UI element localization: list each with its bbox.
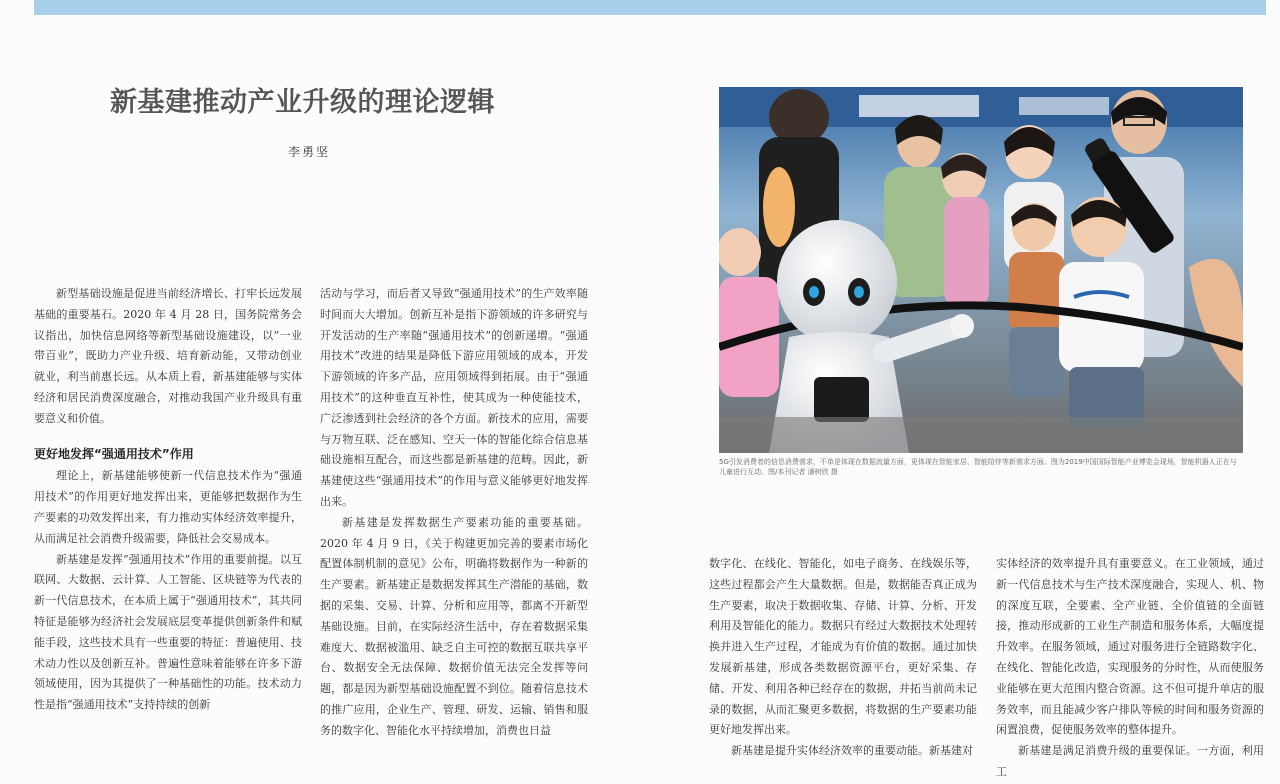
text-column-3 [709, 554, 977, 762]
intro-paragraph: 新型基础设施是促进当前经济增长、打牢长远发展基础的重要基石。2020 年 4 月 28 日，国务院常务会议指出，加快信息网络等新型基础设施建设，以“一业带百业”，既助力产业升级、培育新动能，又带动创业就业，利当前惠长远。从本质上看，新基建能够与实体经济和居民消费深度融合，对推动我国产业升级具有重要意义和价值。 [34, 287, 302, 425]
text-column-1 [34, 284, 302, 716]
body-paragraph: 新基建是发挥“强通用技术”作用的重要前提。以互联网、大数据、云计算、人工智能、区块链等为代表的新一代信息技术，在本质上属于“强通用技术”，其共同特征是能够为经济社会发展底层变革提供创新条件和赋能手段，这些技术具有一些重要的特征：普遍使用、技术动力性以及创新互补。普遍性意味着能够在许多下游领域使用，因为其提供了一种基础性的功能。技术动力性是指“强通用技术”支持持续的创新 [34, 552, 302, 712]
section-heading: 更好地发挥“强通用技术”作用 [34, 446, 194, 461]
robot-expo-photo [719, 87, 1243, 453]
body-paragraph: 理论上，新基建能够使新一代信息技术作为“强通用技术”的作用更好地发挥出来，更能够把数据作为生产要素的功效发挥出来，有力推动实体经济效率提升，从而满足社会消费升级需要，降低社会交易成本。 [34, 469, 302, 545]
body-paragraph: 实体经济的效率提升具有重要意义。在工业领域，通过新一代信息技术与生产技术深度融合，实现人、机、物的深度互联，全要素、全产业链、全价值链的全面链接，推动形成新的工业生产制造和服务体系，大幅度提升效率。在服务领域，通过对服务进行全链路数字化、在线化、智能化改造，实现服务的分时性，从而使服务业能够在更大范围内整合资源。这不但可提升单店的服务效率，而且能减少客户排队等候的时间和服务资源的闲置浪费，促使服务效率的整体提升。 [996, 557, 1264, 737]
text-column-2 [320, 284, 588, 742]
author-byline: 李勇坚 [288, 145, 331, 159]
body-paragraph: 数字化、在线化、智能化，如电子商务、在线娱乐等，这些过程都会产生大量数据。但是，数据能否真正成为生产要素，取决于数据收集、存储、计算、分析、开发利用及智能化的能力。数据只有经过大数据技术处理转换并进入生产过程，才能成为有价值的数据。通过加快发展新基建，形成各类数据资源平台，更好采集、存储、开发、利用各种已经存在的数据，并拓当前尚未记录的数据，从而汇聚更多数据，将数据的生产要素功能更好地发挥出来。 [709, 557, 977, 737]
photo-caption: 5G引发消费者的信息消费需求，不单是体现在数据流量方面，更体现在智能家居、智能陪伴等新需求方面。图为2019中国国际智能产业博览会现场，智能机器人正在与儿童进行互动。图/本刊记者 潘树欣 摄 [719, 458, 1237, 476]
article-title: 新基建推动产业升级的理论逻辑 [110, 87, 495, 118]
body-paragraph: 活动与学习，而后者又导致“强通用技术”的生产效率随时间而大大增加。创新互补是指下游领域的许多研究与开发活动的生产率随“强通用技术”的创新递增。“强通用技术”改进的结果是降低下游应用领域的成本，开发下游领域的许多产品，应用领域得到拓展。由于“强通用技术”的这种垂直互补性，使其成为一种使能技术，广泛渗透到社会经济的各个方面。新技术的应用，需要与万物互联、泛在感知、空天一体的智能化综合信息基础设施相互配合，而这些都是新基建的范畴。因此，新基建使这些“强通用技术”的作用与意义能够更好地发挥出来。 [320, 287, 588, 508]
right-page [640, 0, 1280, 784]
text-column-4 [996, 554, 1264, 783]
body-paragraph: 新基建是发挥数据生产要素功能的重要基础。2020 年 4 月 9 日，《关于构建更加完善的要素市场化配置体制机制的意见》公布，明确将数据作为一种新的生产要素。新基建正是数据发挥其生产潜能的基础，数据的采集、交易、计算、分析和应用等，都离不开新型基础设施。目前，在实际经济生活中，存在着数据采集难度大、数据被滥用、缺乏自主可控的数据互联共享平台、数据安全无法保障、数据价值无法完全发挥等问题，都是因为新型基础设施配置不到位。随着信息技术的推广应用，企业生产、管理、研发、运输、销售和服务的数字化、智能化水平持续增加，消费也日益 [320, 515, 588, 737]
body-paragraph: 新基建是提升实体经济效率的重要动能。新基建对 [731, 744, 973, 758]
body-paragraph: 新基建是满足消费升级的重要保证。一方面，利用工 [996, 744, 1264, 778]
